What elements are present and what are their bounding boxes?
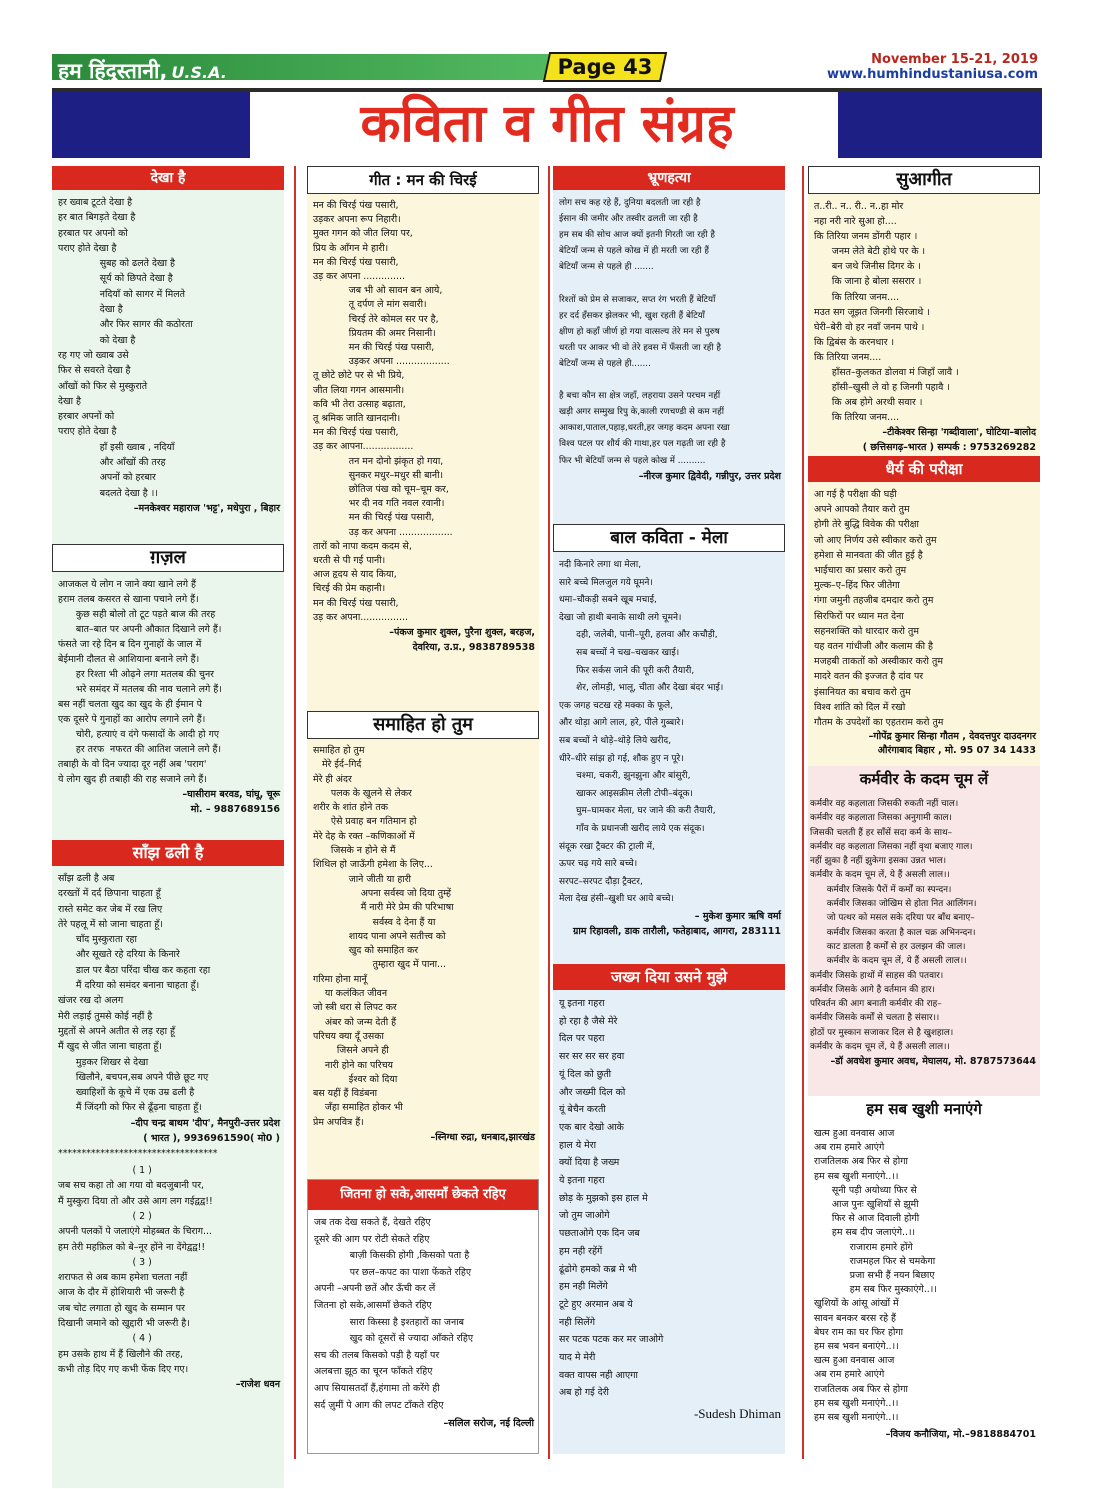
issue-date: November 15-21, 2019 bbox=[871, 52, 1038, 67]
poem-body: नदी किनारे लगा था मेला, सारे बच्चे मिलजुल गये घूमने। धमा–चौकड़ी सबने खूब मचाई, देखा जो हाथी बनाके साथी लगे चूमने। दही, जलेबी, पानी–पूरी, हलवा और कचौड़ी, सब बच्चों ने चख–चखकर खाई। फिर सर्कस जाने की पूरी करी तैयारी, शेर, लोमड़ी, भालू, चीता और देखा बंदर भाई। एक जगह चटख रहे मक्का के फूले, और थोड़ा आगे लाल, हरे, पीले गुब्बारे। सब बच्चों ने थोड़े–थोड़े लिये खरीद, धीरे–धीरे सांझ हो गई, शौक हुए न पूरे। चश्मा, चकरी, झुनझुना और बांसुरी, खाकर आइसक्रीम लेली टोपी–बंदूक। घुम–घामकर मेला, घर जाने की करी तैयारी, गाँव के प्रधानजी खरीद लाये एक संदूक। संदूक रखा ट्रैक्टर की ट्राली में, ऊपर चढ़ गये सारे बच्चे। सरपट–सरपट दौड़ा ट्रैक्टर, मेला देख हंसी–खुशी घर आये बच्चे। bbox=[559, 560, 724, 905]
poem-body: त..री.. न.. री.. न..हा मोर नहा नरी नारे सुआ हो.... कि तिरिया जनम डोंगरी पहार । जनम लेते बेटी होथे पर के । बन जथे जिनीस दिगर के । कि जाना हे बोला ससरार । कि तिरिया जनम.... मउत सग जूझत जिनगी सिरजाथे । घेरी–बेरी वो हर नवाँ जनम पाथे । कि द्विबंस के करनधार । कि तिरिया जनम.... हाँसत–कुलकत डोलवा मं जिहाँ जावै । हाँसी–खुसी ले वो ह जिनगी पहावै । कि अब होगे अरथी सवार । कि तिरिया जनम.... bbox=[814, 201, 959, 424]
poem-dekha-hai bbox=[52, 166, 284, 544]
poem-body: आ गई है परीक्षा की घड़ी अपने आपको तैयार करो तुम होगी तेरे बुद्धि विवेक की परीक्षा जो आए निर्णय उसे स्वीकार करो तुम हमेशा से मानवता की जीत हुई है भाईचारा का प्रसार करो तुम मुल्क–ए–हिंद फिर जीतेगा गंगा जमुनी तहजीब दमदार करो तुम सिरफिरों पर ध्यान मत देना सहनशक्ति को धारदार करो तुम यह वतन गांधीजी और कलाम की है मजहबी ताकतों को अस्वीकार करो तुम मादरे वतन की इज्जत है दांव पर इंसानियत का बचाव करो तुम विश्व शांति को दिल में रखो गौतम के उपदेशों का एहतराम करो तुम bbox=[814, 489, 944, 729]
poem-title: धैर्य की परीक्षा bbox=[808, 456, 1040, 482]
poem-body: साँझ ढली है अब दरख्तों में दर्द छिपाना चाहता हूँ रास्ते समेट कर जेब में रख लिए तेरे पहलू में सो जाना चाहता हूँ। चाँद मुस्कुराता रहा और सूखते रहे दरिया के किनारे डाल पर बैठा परिंदा चीख कर कहता रहा मैं दरिया को समंदर बनाना चाहता हूँ। खंजर रख दो अलग मेरी लड़ाई तुमसे कोई नहीं है मुद्दतों से अपने अतीत से लड़ रहा हूँ मैं खुद से जीत जाना चाहता हूँ। मुड़कर शिखर से देखा खिलौने, बचपन,सब अपने पीछे छूट गए ख्वाहिशों के कूचे में एक उम्र ढली है मैं जिंदगी को फिर से ढूँढ़ना चाहता हूँ। bbox=[58, 873, 211, 1114]
poem-body: कर्मवीर वह कहलाता जिसकी रुकती नहीं चाल। कर्मवीर वह कहलाता जिसका अनुगामी काल। जिसकी चलती हैं हर साँसें सदा कर्म के साथ– कर्मवीर वह कहलाता जिसका नहीं वृथा बजाए गाल। नहीं झुका है नहीं झुकेगा इसका उन्नत भाल। कर्मवीर के कदम चूम लें, ये हैं असली लाल।। कर्मवीर जिसके पैरों में कर्मों का स्पन्दन। कर्मवीर जिसका जोखिम से होता नित आलिंगन। जो पत्थर को मसल सके दरिया पर बाँध बनाए– कर्मवीर जिसका करता है काल चक्र अभिनन्दन। काट डालता है कर्मों से हर उलझन की जाल। कर्मवीर के कदम चूम लें, ये हैं असली लाल।। कर्मवीर जिसके हाथों में साहस की पतवार। कर्मवीर जिसके आगे है वर्तमान की हार। परिवर्तन की आग बनाती कर्मवीर की राह– कर्मवीर जिसके कर्मों से चलता है संसार।। होठों पर मुस्कान सजाकर दिल से है खुशहाल। कर्मवीर के कदम चूम लें, ये हैं असली लाल।। bbox=[810, 799, 977, 1053]
poem-body: जब तक देख सकते हैं, देखते रहिए दूसरे की आग पर रोटी सेकते रहिए बाज़ी किसकी होगी ,किसको पता है पर छल–कपट का पाशा फेंकते रहिए अपनी –अपनी छतें और ऊँची कर लें जितना हो सके,आसमाँ छेकते रहिए सारा किस्सा है इश्तहारों का जनाब खुद को दूसरों से ज्यादा आँकते रहिए सच की तलब किसको पड़ी है यहाँ पर अलबत्ता झूठ का चूरन फाँकते रहिए आप सियासतदाँ हैं,हंगामा तो करेंगे ही सर्द ज़ुमीं पे आग की लपट टाँकते रहिए bbox=[314, 1217, 474, 1411]
poem-body: यू इतना गहरा हो रहा है जैसे मेरे दिल पर पहरा सर सर सर सर हवा यूं दिल को छुती और जख्मी दिल को यूं बेचैन करती एक बार देखो आके हाल ये मेरा क्यों दिया है जख्म ये इतना गहरा छोड़ के मुझको इस हाल मे जो तुम जाओगे पछताओगे एक दिन जब हम नही रहेंगें ढूंढोगे हमको कब्र मे भी हम नही मिलेंगे टूटे हुए अरमान अब ये नही सिलेंगे सर पटक पटक कर मर जाओगे याद मे मेरी वक्त वापस नही आएगा अब हो गई देरी bbox=[559, 998, 664, 1399]
poem-credit: –नीरज कुमार द्विवेदी, गन्नीपुर, उत्तर प्रदेश bbox=[638, 470, 781, 482]
poem-title: देखा है bbox=[52, 166, 284, 190]
poem-body: आजकल ये लोग न जाने क्या खाने लगे हैं हराम तलब कसरत से खाना पचाने लगे हैं। कुछ सही बोलो तो टूट पड़ते बाज की तरह बात–बात पर अपनी औकात दिखाने लगे हैं। फंसते जा रहे दिन ब दिन गुनाहों के जाल में बेईमानी दौलत से आशियाना बनाने लगे हैं। हर रिश्ता भी ओढ़ने लगा मतलब की चुनर भरे समंदर में मतलब की नाव चलाने लगे हैं। बस नहीं चलता खुद का खुद के ही ईमान पे एक दूसरे पे गुनाहों का आरोप लगाने लगे हैं। चोरी, हत्याएं व दंगे फसादों के आदी हो गए हर तरफ नफरत की आतिश जलाने लगे हैं। तबाही के वो दिन ज्यादा दूर नहीं अब 'पराग' ये लोग खुद ही तबाही की राह सजाने लगे हैं। bbox=[58, 579, 222, 785]
website-link[interactable]: www.humhindustaniusa.com bbox=[826, 67, 1038, 82]
poem-saanjh bbox=[52, 840, 284, 1488]
newspaper-region: U.S.A. bbox=[171, 63, 227, 82]
column-divider bbox=[294, 166, 296, 1459]
issue-info bbox=[827, 52, 1038, 82]
poem-title: बाल कविता - मेला bbox=[553, 524, 785, 552]
poem-title: जितना हो सके,आसमाँ छेकते रहिए bbox=[308, 1180, 538, 1210]
poem-credit: –पंकज कुमार शुक्ल, पुरैना शुक्ल, बरहज, देवरिया, उ.प्र., 9838789538 bbox=[389, 627, 535, 654]
poem-samahit bbox=[307, 711, 539, 1179]
poem-title: समाहित हो तुम bbox=[307, 711, 539, 739]
poem-title: सुआगीत bbox=[808, 166, 1040, 194]
poem-title: भ्रूणहत्या bbox=[553, 166, 785, 190]
poem-credit: –दीप चन्द्र बाथम 'दीप', मैनपुरी-उत्तर प्रदेश ( भारत ), 9936961590( मो0 ) bbox=[130, 1117, 280, 1144]
poem-ghazal bbox=[52, 544, 284, 840]
poem-credit: –डॉ अवधेश कुमार अवध, मेघालय, मो. 8787573644 bbox=[830, 1056, 1036, 1068]
poem-title: कर्मवीर के कदम चूम लें bbox=[808, 766, 1040, 792]
column-4 bbox=[808, 166, 1040, 1459]
poem-body: लोग सच कह रहे हैं, दुनिया बदलती जा रही है ईसान की जमीर और तस्वीर ढलती जा रही है हम सब की सोच आज क्यों इतनी गिरती जा रही है बेटियाँ जन्म से पहले कोख में ही मरती जा रही हैं बेटियाँ जन्म से पहले ही ....... रिश्तों को प्रेम से सजाकर, सप्त रंग भरती हैं बेटियाँ हर दर्द हँसकर झेलकर भी, खुश रहती हैं बेटियाँ क्षीण हो कहाँ जीर्ण हो गया वात्सल्य तेरे मन से पुरुष धरती पर आकर भी वो तेरे हवस में फँसती जा रही है बेटियाँ जन्म से पहले ही....... है बचा कौन सा क्षेत्र जहाँ, लहराया उसने परचम नहीं खड़ी अगर सम्मुख रिपु के,काली रणचण्डी से कम नहीं आकाश,पाताल,पहाड़,धरती,हर जगह कदम अपना रखा विश्व पटल पर शौर्य की गाथा,हर पल गढ़ती जा रही है फिर भी बेटियाँ जन्म से पहले कोख में .......... bbox=[559, 198, 730, 466]
poem-credit: –विजय कनौजिया, मो.–9818884701 bbox=[885, 1429, 1036, 1441]
poem-man-ki-chiraii bbox=[307, 166, 539, 711]
column-divider bbox=[802, 166, 804, 1459]
poem-mela bbox=[553, 524, 785, 964]
newspaper-name: हम हिंदुस्तानी, U.S.A. bbox=[58, 59, 227, 83]
poem-suageet bbox=[808, 166, 1040, 456]
column-divider bbox=[548, 166, 550, 1459]
divider-stars: ********************************** bbox=[58, 1147, 218, 1159]
poem-credit: –राजेश धवन bbox=[235, 1379, 280, 1391]
poem-credit: –टीकेश्वर सिन्हा 'गब्दीवाला', घोटिया–बालोद ( छत्तिसगढ़–भारत ) सम्पर्क : 9753269282 bbox=[862, 427, 1036, 454]
poem-credit: –गोपेंद्र कुमार सिन्हा गौतम , देवदत्तपुर दाउदनगर औरंगाबाद बिहार , मो. 95 07 34 1433 bbox=[868, 731, 1036, 757]
poem-title: साँझ ढली है bbox=[52, 840, 284, 866]
page-number-badge bbox=[543, 52, 667, 82]
poem-jitna-ho-sake bbox=[307, 1179, 539, 1454]
poem-body: खत्म हुआ वनवास आज अब राम हमारे आएंगे राजतिलक अब फिर से होगा हम सब खुशी मनाएंगे..।। सूनी पड़ी अयोध्या फिर से आज पुनः खुशियाँ से झूमी फिर से आज दिवाली होगी हम सब दीप जलाएंगे..।। राजाराम हमारे होंगे राजमहल फिर से चमकेगा प्रजा सभी हैं नयन बिछाए हम सब फिर मुस्काएंगे..।। खुशियों के आंसू आंखों में सावन बनकर बरस रहे हैं बेघर राम का घर फिर होगा हम सब भवन बनाएंगे..।। खत्म हुआ वनवास आज अब राम हमारे आएंगे राजतिलक अब फिर से होगा हम सब खुशी मनाएंगे..।। हम सब खुशी मनाएंगे..।। bbox=[814, 1128, 937, 1424]
section-banner bbox=[52, 88, 1042, 158]
poem-bhroonhatya bbox=[553, 166, 785, 524]
poem-body: समाहित हो तुम मेरे ईर्द–गिर्द मेरे ही अंदर पलक के खुलने से लेकर शरीर के शांत होने तक ऐसे प्रवाह बन गतिमान हो मेरे देह के रक्त –कणिकाओं में जिसके न होने से मैं शिथिल हो जाऊँगी हमेशा के लिए... जाने जीती या हारी अपना सर्वस्व जो दिया तुम्हें मैं नारी मेरे प्रेम की परिभाषा सर्वस्व दे देना हैं या शायद पाना अपने सतीत्त्व को खुद को समाहित कर तुम्हारा खुद में पाना... गरिमा होना मानूँ या कलंकित जीवन जो स्त्री धरा से लिपट कर अंबर को जन्म देती हैं परिचय क्या दूँ उसका जिसने अपने ही नारी होने का परिचय ईश्वर को दिया बस यहीं हैं विडंबना जँहा समाहित होकर भी प्रेम अपवित्र हैं। bbox=[313, 745, 454, 1128]
short-poems: ( 1 ) जब सच कहा तो आ गया वो बदजुबानी पर, मैं मुस्कुरा दिया तो और उसे आग लग गईद्वद्व!! ( 2 ) अपनी पलकों पे जलाएंगे मोहब्बत के चिराग... हम तेरी महफ़िल को बे–नूर होंने ना देंगेद्वद्व!! ( 3 ) शराफत से अब काम हमेशा चलता नहीं आज के दौर में होशियारी भी जरूरी है जब चोट लगाता हो खुद के सम्मान पर दिखानी जमाने को खुद्दारी भी जरूरी है। ( 4 ) हम उसके हाथ में हैं खिलौने की तरह, कभी तोड़ दिए गए कभी फेंक दिए गए। bbox=[58, 1165, 213, 1375]
poem-karmveer bbox=[808, 766, 1040, 1096]
poem-khushi bbox=[808, 1096, 1040, 1454]
poem-credit: –स्निग्धा रुद्रा, धनबाद,झारखंड bbox=[430, 1132, 535, 1144]
poem-body: हर ख्वाब टूटते देखा है हर बात बिगड़ते देखा है हरबात पर अपनो को पराए होते देखा है सुबह को ढलते देखा है सूर्य को छिपते देखा है नदियाँ को सागर में मिलते देखा है और फिर सागर की कठोरता को देखा है रह गए जो ख्वाब उसे फिर से सवरते देखा है आँखों को फिर से मुस्कुराते देखा है हरबार अपनों को पराए होते देखा है हाँ इसी ख्वाब , नदियाँ और आँखों की तरह अपनों को हरबार बदलते देखा है ।। bbox=[58, 197, 193, 499]
poem-credit: – मुकेश कुमार ऋषि वर्मा ग्राम रिहावली, डाक तारौली, फतेहाबाद, आगरा, 283111 bbox=[572, 910, 781, 937]
section-title: कविता व गीत संग्रह bbox=[360, 94, 734, 154]
poem-credit: –सलिल सरोज, नई दिल्ली bbox=[443, 1418, 534, 1430]
column-3 bbox=[553, 166, 785, 1459]
poem-title: गीत : मन की चिरई bbox=[307, 166, 539, 194]
page-number: Page 43 bbox=[557, 55, 653, 79]
poem-title: हम सब खुशी मनाएंगे bbox=[808, 1096, 1040, 1122]
poem-title: ग़ज़ल bbox=[52, 544, 284, 572]
column-1 bbox=[52, 166, 284, 1459]
poem-title: जख्म दिया उसने मुझे bbox=[553, 964, 785, 990]
poem-body: मन की चिरई पंख पसारी, उड़कर अपना रूप निहारी। मुक्त गगन को जीत लिया पर, प्रिय के आँगन मे हारी। मन की चिरई पंख पसारी, उड़ कर अपना .............. जब भी ओ सावन बन आये, तू दर्पण ले मांग सवारी। चिरई तेरे कोमल सर पर है, प्रियतम की अमर निसानी। मन की चिरई पंख पसारी, उड़कर अपना .................. तू छोटे छोटे पर से भी प्रिये, जीत लिया गगन आसमानी। कवि भी तेरा उत्साह बढ़ाता, तू श्रमिक जाति खानदानी। मन की चिरई पंख पसारी, उड़ कर आपना................. तन मन दोनो झंकृत हो गया, सुनकर मधुर–मधुर सी बानी। छोतिज पंख को चूम–चूम कर, भर दी नव गति नवल रवानी। मन की चिरई पंख पसारी, उड़ कर अपना .................. तारों को नापा कदम कदम से, धरती से पी गई पानी। आज हृदय से याद किया, चिरई की प्रेम कहानी। मन की चिरई पंख पसारी, उड़ कर अपना................ bbox=[313, 200, 453, 623]
column-2 bbox=[307, 166, 539, 1459]
masthead bbox=[52, 52, 1042, 82]
poem-credit: –मनकेश्वर महाराज 'भट्ट', मधेपुरा , बिहार bbox=[133, 502, 280, 514]
poem-credit: –घासीराम बरवड, घांघू, चूरू मो. – 9887689156 bbox=[182, 789, 280, 815]
poem-credit: -Sudesh Dhiman bbox=[693, 1406, 781, 1422]
poem-dhairya bbox=[808, 456, 1040, 766]
poem-zakhm bbox=[553, 964, 785, 1454]
